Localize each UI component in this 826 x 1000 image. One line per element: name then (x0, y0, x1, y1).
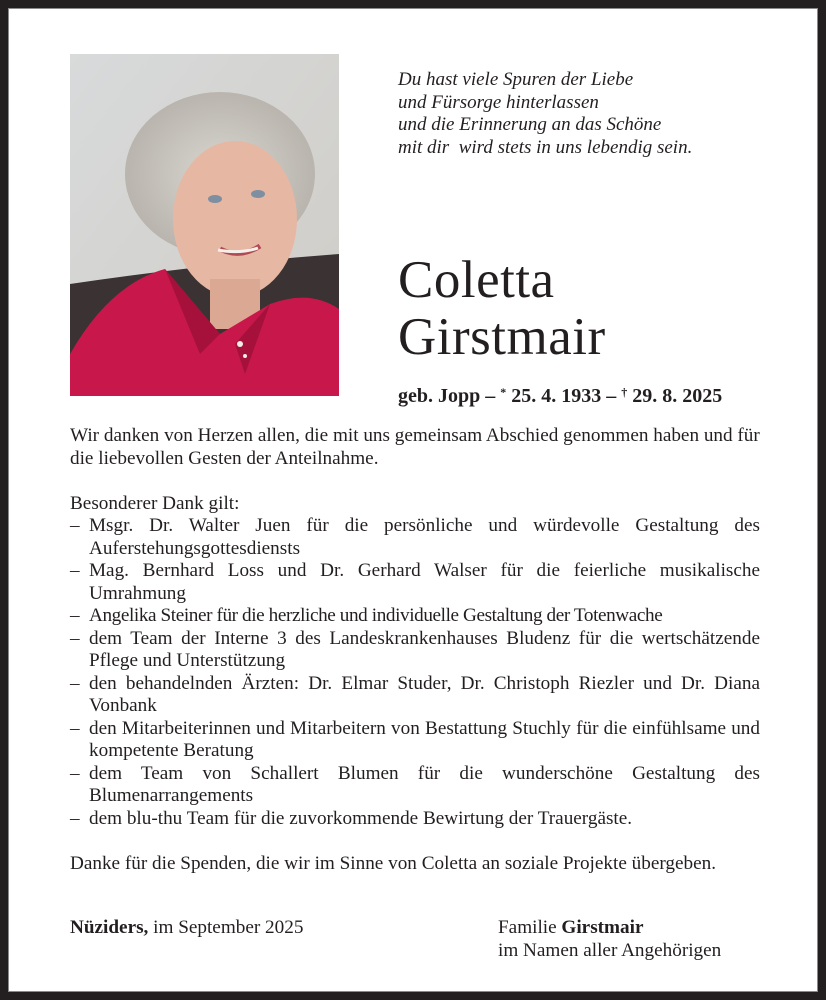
portrait-image (70, 54, 339, 396)
date: im September 2025 (148, 917, 304, 938)
birth-name: geb. Jopp (398, 385, 481, 407)
family-name: Girstmair (561, 917, 644, 938)
portrait-photo (70, 54, 339, 396)
life-dates (398, 380, 722, 408)
verse-line: mit dir wird stets in uns lebendig sein. (398, 136, 693, 158)
dash-bullet: – (70, 627, 80, 649)
dash-bullet: – (70, 515, 80, 536)
memorial-verse (398, 69, 692, 159)
list-item: – dem Team von Schallert Blumen für die wunderschöne Gestaltung des Blumenarrangements (70, 762, 760, 806)
list-item: – dem blu-thu Team für die zuvorkommende Bewirtung der Trauergäste. (70, 807, 633, 829)
list-item: – Msgr. Dr. Walter Juen für die persönliche und würdevolle Gestaltung des Auferstehungsgottesdiensts (70, 515, 760, 559)
donations-note: Danke für die Spenden, die wir im Sinne von Coletta an soziale Projekte übergeben. (70, 852, 716, 874)
thanks-section (70, 425, 760, 875)
list-item: – Mag. Bernhard Loss und Dr. Gerhard Walser für die feierliche musikalische Umrahmung (70, 560, 760, 604)
dash-bullet: – (70, 605, 80, 626)
family-signature (498, 917, 721, 962)
obituary-page (8, 8, 818, 992)
dash-bullet: – (70, 717, 80, 739)
birth-date: 25. 4. 1933 (506, 385, 602, 407)
verse-line: und die Erinnerung an das Schöne (398, 114, 662, 135)
place-date (70, 917, 303, 940)
dash-bullet: – (70, 762, 80, 784)
list-item: – den behandelnden Ärzten: Dr. Elmar Studer, Dr. Christoph Riezler und Dr. Diana Vonbank (70, 672, 760, 716)
separator: – (480, 385, 501, 407)
dash-bullet: – (70, 560, 80, 581)
death-cross-icon: † (621, 385, 628, 399)
list-item: – Angelika Steiner für die herzliche und individuelle Gestaltung der Totenwache (70, 605, 663, 626)
family-note: im Namen aller Angehörigen (498, 939, 722, 961)
last-name: Girstmair (398, 308, 606, 366)
verse-line: Du hast viele Spuren der Liebe (398, 69, 634, 90)
list-item: – den Mitarbeiterinnen und Mitarbeitern von Bestattung Stuchly für die einfühlsame und kompetente Beratung (70, 717, 760, 761)
thanks-intro: Wir danken von Herzen allen, die mit uns gemeinsam Abschied genommen haben und für die liebevollen Gesten der Anteilnahme. (70, 425, 760, 469)
family-prefix: Familie (498, 917, 562, 938)
list-item: – dem Team der Interne 3 des Landeskrankenhauses Bludenz für die wertschätzende Pflege und Unterstützung (70, 627, 760, 671)
dash-bullet: – (70, 672, 80, 694)
birth-star-icon: * (500, 385, 507, 399)
special-thanks-heading: Besonderer Dank gilt: (70, 492, 240, 514)
dash-bullet: – (70, 807, 80, 829)
thanks-list (70, 515, 760, 830)
separator: – (601, 385, 622, 407)
place: Nüziders, (70, 917, 149, 938)
verse-line: und Fürsorge hinterlassen (398, 91, 599, 113)
first-name: Coletta (398, 251, 555, 309)
death-date: 29. 8. 2025 (627, 385, 723, 407)
deceased-name (398, 252, 606, 366)
